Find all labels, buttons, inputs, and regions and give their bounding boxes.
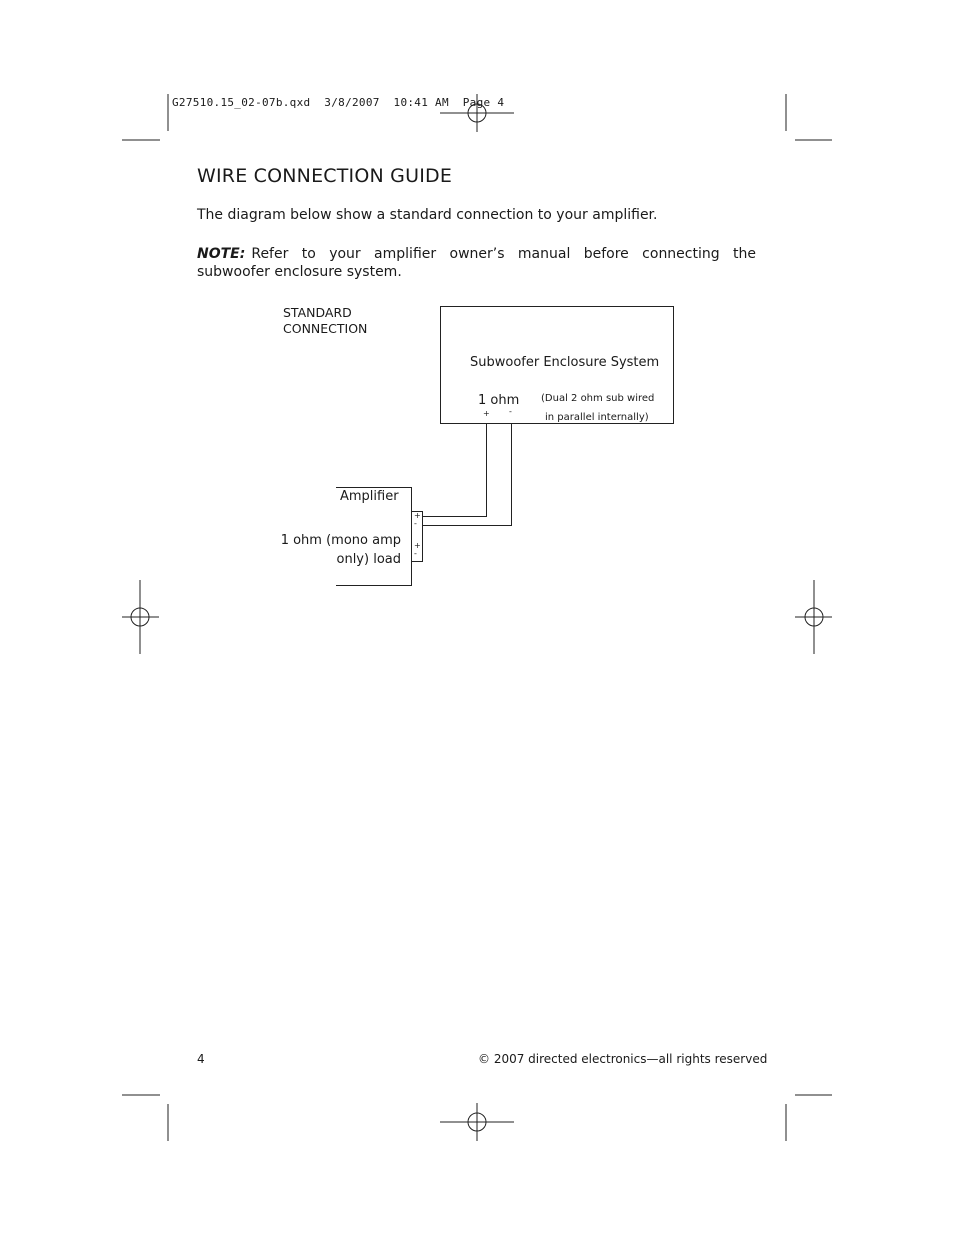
registration-mark-bottom xyxy=(440,1103,514,1141)
copyright: © 2007 directed electronics—all rights reserved xyxy=(478,1052,768,1066)
note-paragraph xyxy=(197,245,756,281)
subwoofer-wiring-note: (Dual 2 ohm sub wired in parallel internally) xyxy=(541,393,655,423)
sub-minus-label: - xyxy=(509,407,512,416)
amplifier-load: 1 ohm (mono amp only) load xyxy=(280,533,401,567)
amp-minus-2: - xyxy=(414,549,417,558)
amp-plus-2: + xyxy=(414,541,421,550)
subwoofer-impedance: 1 ohm xyxy=(478,393,520,408)
amplifier-title: Amplifier xyxy=(340,489,399,504)
registration-mark-right xyxy=(795,580,832,654)
page-title: WIRE CONNECTION GUIDE xyxy=(197,165,453,187)
registration-mark-left xyxy=(122,580,159,654)
sub-plus-label: + xyxy=(483,409,490,418)
intro-text: The diagram below show a standard connection to your amplifier. xyxy=(197,207,658,223)
note-label: NOTE: xyxy=(197,246,246,262)
note-text: Refer to your amplifier owner’s manual before connecting the subwoofer enclosure system. xyxy=(197,246,756,280)
diagram-caption: STANDARD CONNECTION xyxy=(283,305,368,336)
amp-minus-1: - xyxy=(414,519,417,528)
subwoofer-title: Subwoofer Enclosure System xyxy=(470,355,660,370)
amp-plus-1: + xyxy=(414,511,421,520)
file-slug: G27510.15_02-07b.qxd 3/8/2007 10:41 AM Page 4 xyxy=(172,96,505,109)
page-number: 4 xyxy=(197,1052,205,1066)
